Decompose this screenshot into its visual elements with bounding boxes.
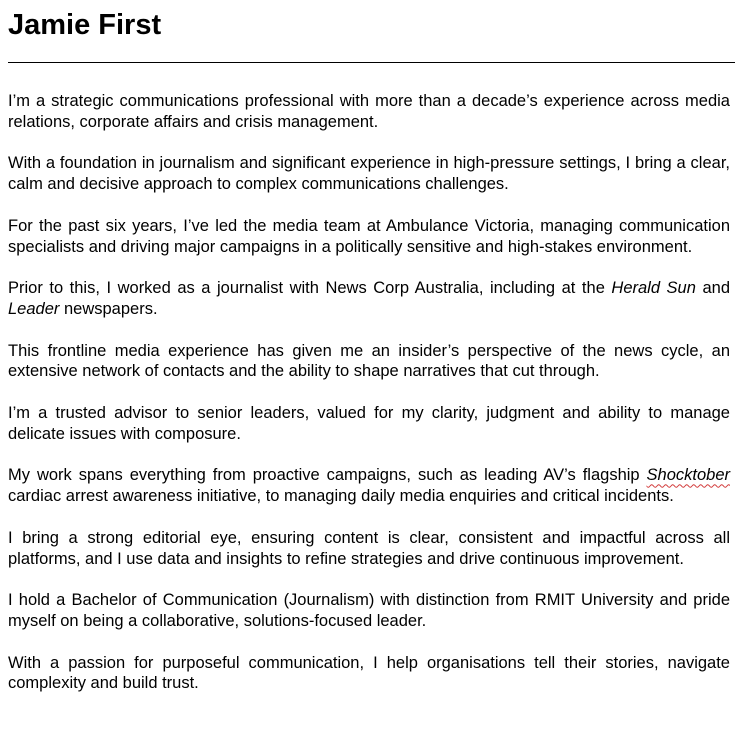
document-body[interactable] — [8, 91, 730, 694]
shocktober-italic-spellcheck[interactable]: Shocktober — [646, 466, 730, 485]
paragraph-closing[interactable]: With a passion for purposeful communication, I help organisations tell their stories, navigate complexity and build trust. — [8, 653, 730, 693]
paragraph-news-corp[interactable] — [8, 278, 730, 319]
news-corp-text-1: Prior to this, I worked as a journalist with News Corp Australia, including at the — [8, 279, 612, 298]
herald-sun-italic: Herald Sun — [611, 279, 696, 298]
document-title[interactable]: Jamie First — [8, 9, 162, 41]
paragraph-frontline[interactable]: This frontline media experience has given me an insider’s perspective of the news cycle, an extensive network of contacts and the ability to shape narratives that cut through. — [8, 341, 730, 381]
campaigns-text-1: My work spans everything from proactive campaigns, such as leading AV’s flagship — [8, 466, 647, 485]
paragraph-education[interactable]: I hold a Bachelor of Communication (Journalism) with distinction from RMIT University and pride myself on being a collaborative, solutions-focused leader. — [8, 591, 730, 630]
title-underline-rule — [8, 62, 735, 63]
news-corp-text-2: and — [695, 279, 730, 298]
paragraph-trusted-advisor[interactable]: I’m a trusted advisor to senior leaders, valued for my clarity, judgment and ability to manage delicate issues with composure. — [8, 404, 730, 443]
news-corp-text-3: newspapers. — [59, 299, 158, 318]
paragraph-ambulance-victoria[interactable]: For the past six years, I’ve led the media team at Ambulance Victoria, managing communication specialists and driving major campaigns in a politically sensitive and high-stakes environment. — [8, 216, 730, 256]
paragraph-campaigns[interactable] — [8, 465, 730, 506]
campaigns-text-2: cardiac arrest awareness initiative, to managing daily media enquiries and critical incidents. — [8, 487, 674, 506]
leader-italic: Leader — [8, 299, 60, 318]
paragraph-intro[interactable]: I’m a strategic communications professional with more than a decade’s experience across media relations, corporate affairs and crisis management. — [8, 92, 730, 131]
paragraph-foundation[interactable]: With a foundation in journalism and significant experience in high-pressure settings, I bring a clear, calm and decisive approach to complex communications challenges. — [8, 154, 730, 194]
paragraph-editorial[interactable]: I bring a strong editorial eye, ensuring content is clear, consistent and impactful across all platforms, and I use data and insights to refine strategies and drive continuous improvement. — [8, 528, 730, 568]
